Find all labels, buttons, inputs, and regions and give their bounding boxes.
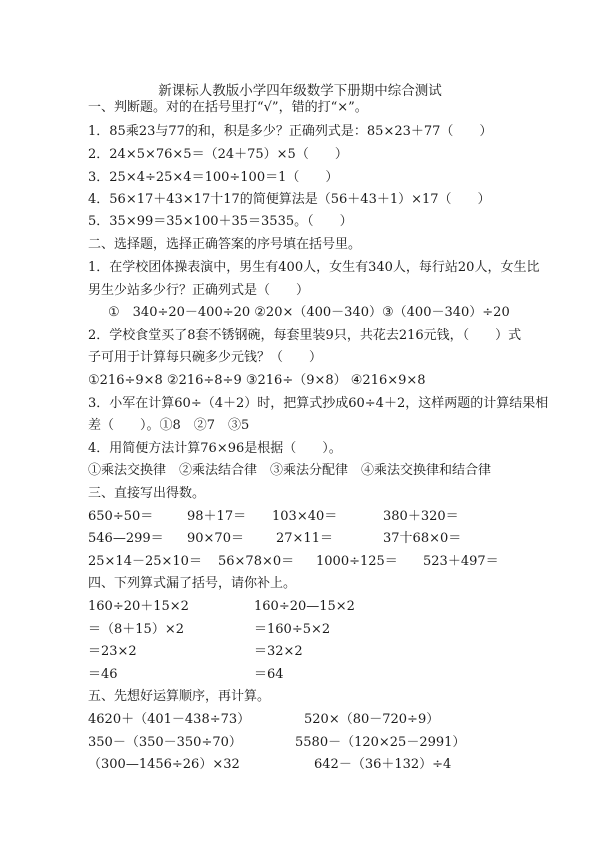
order-calc-cell: 520×（80－720÷9） — [304, 712, 440, 727]
judge-item-5: 5．35×99＝35×100＋35＝3535。（ ） — [88, 214, 353, 229]
order-calc-cell: 350－（350－350÷70） — [88, 735, 242, 750]
choice-q1-line2: 男生少站多少行？正确列式是（ ） — [88, 283, 310, 298]
mental-calc-cell: 380＋320＝ — [383, 509, 459, 524]
order-calc-cell: 4620＋（401－438÷73） — [88, 712, 251, 727]
choice-q3-line2: 差（ ）。①8 ②7 ③5 — [88, 418, 250, 433]
bracket-left-line: ＝23×2 — [88, 644, 137, 659]
section3-heading: 三、直接写出得数。 — [88, 486, 206, 501]
mental-calc-cell: 103×40＝ — [272, 509, 338, 524]
order-calc-cell: 642－（36＋132）÷4 — [314, 757, 452, 772]
order-calc-cell: （300—1456÷26）×32 — [88, 757, 240, 772]
section1-heading: 一、判断题。对的在括号里打“√”，错的打“×”。 — [88, 100, 368, 115]
choice-q4-line1: 4．用简便方法计算76×96是根据（ ）。 — [88, 441, 342, 456]
bracket-left-line: ＝46 — [88, 667, 118, 682]
choice-q2-options: ①216÷9×8 ②216÷8÷9 ③216÷（9×8） ④216×9×8 — [88, 373, 426, 388]
choice-q4-options: ①乘法交换律 ②乘法结合律 ③乘法分配律 ④乘法交换律和结合律 — [88, 463, 492, 478]
mental-calc-cell: 98＋17＝ — [187, 509, 247, 524]
choice-q2-line2: 子可用于计算每只碗多少元钱？（ ） — [88, 350, 323, 365]
mental-calc-cell: 90×70＝ — [187, 531, 244, 546]
order-calc-cell: 5580－（120×25－2991） — [295, 735, 466, 750]
judge-item-4: 4．56×17＋43×17十17的简便算法是（56＋43＋1）×17（ ） — [88, 192, 491, 207]
bracket-left-line: ＝（8＋15）×2 — [88, 622, 184, 637]
bracket-right-line: ＝32×2 — [254, 644, 303, 659]
judge-item-2: 2．24×5×76×5＝（24＋75）×5（ ） — [88, 147, 348, 162]
mental-calc-cell: 37十68×0＝ — [383, 531, 462, 546]
page-title: 新课标人教版小学四年级数学下册期中综合测试 — [158, 83, 442, 99]
bracket-right-line: ＝64 — [254, 667, 284, 682]
mental-calc-cell: 25×14－25×10＝ — [88, 554, 202, 569]
choice-q1-options: ① 340÷20－400÷20 ②20×（400－340）③（400－340）÷20 — [108, 305, 510, 320]
mental-calc-cell: 523＋497＝ — [423, 554, 499, 569]
choice-q1-line1: 1．在学校团体操表演中，男生有400人，女生有340人，每行站20人，女生比 — [88, 260, 540, 275]
mental-calc-cell: 650÷50＝ — [88, 509, 154, 524]
mental-calc-cell: 1000÷125＝ — [316, 554, 398, 569]
bracket-left-line: 160÷20＋15×2 — [88, 599, 189, 614]
judge-item-3: 3．25×4÷25×4＝100÷100＝1（ ） — [88, 170, 339, 185]
section5-heading: 五、先想好运算顺序，再计算。 — [88, 689, 271, 704]
judge-item-1: 1．85乘23与77的和，积是多少？正确列式是：85×23＋77（ ） — [88, 124, 493, 139]
mental-calc-cell: 546—299＝ — [88, 531, 164, 546]
choice-q3-line1: 3．小军在计算60÷（4＋2）时，把算式抄成60÷4＋2，这样两题的计算结果相 — [88, 396, 549, 411]
mental-calc-cell: 27×11＝ — [276, 531, 333, 546]
choice-q2-line1: 2．学校食堂买了8套不锈钢碗，每套里装9只，共花去216元钱，（ ）式 — [88, 328, 522, 343]
section2-heading: 二、选择题，选择正确答案的序号填在括号里。 — [88, 237, 362, 252]
mental-calc-cell: 56×78×0＝ — [218, 554, 295, 569]
bracket-right-line: ＝160÷5×2 — [254, 622, 331, 637]
section4-heading: 四、下列算式漏了括号，请你补上。 — [88, 576, 297, 591]
bracket-right-line: 160÷20—15×2 — [254, 599, 355, 614]
